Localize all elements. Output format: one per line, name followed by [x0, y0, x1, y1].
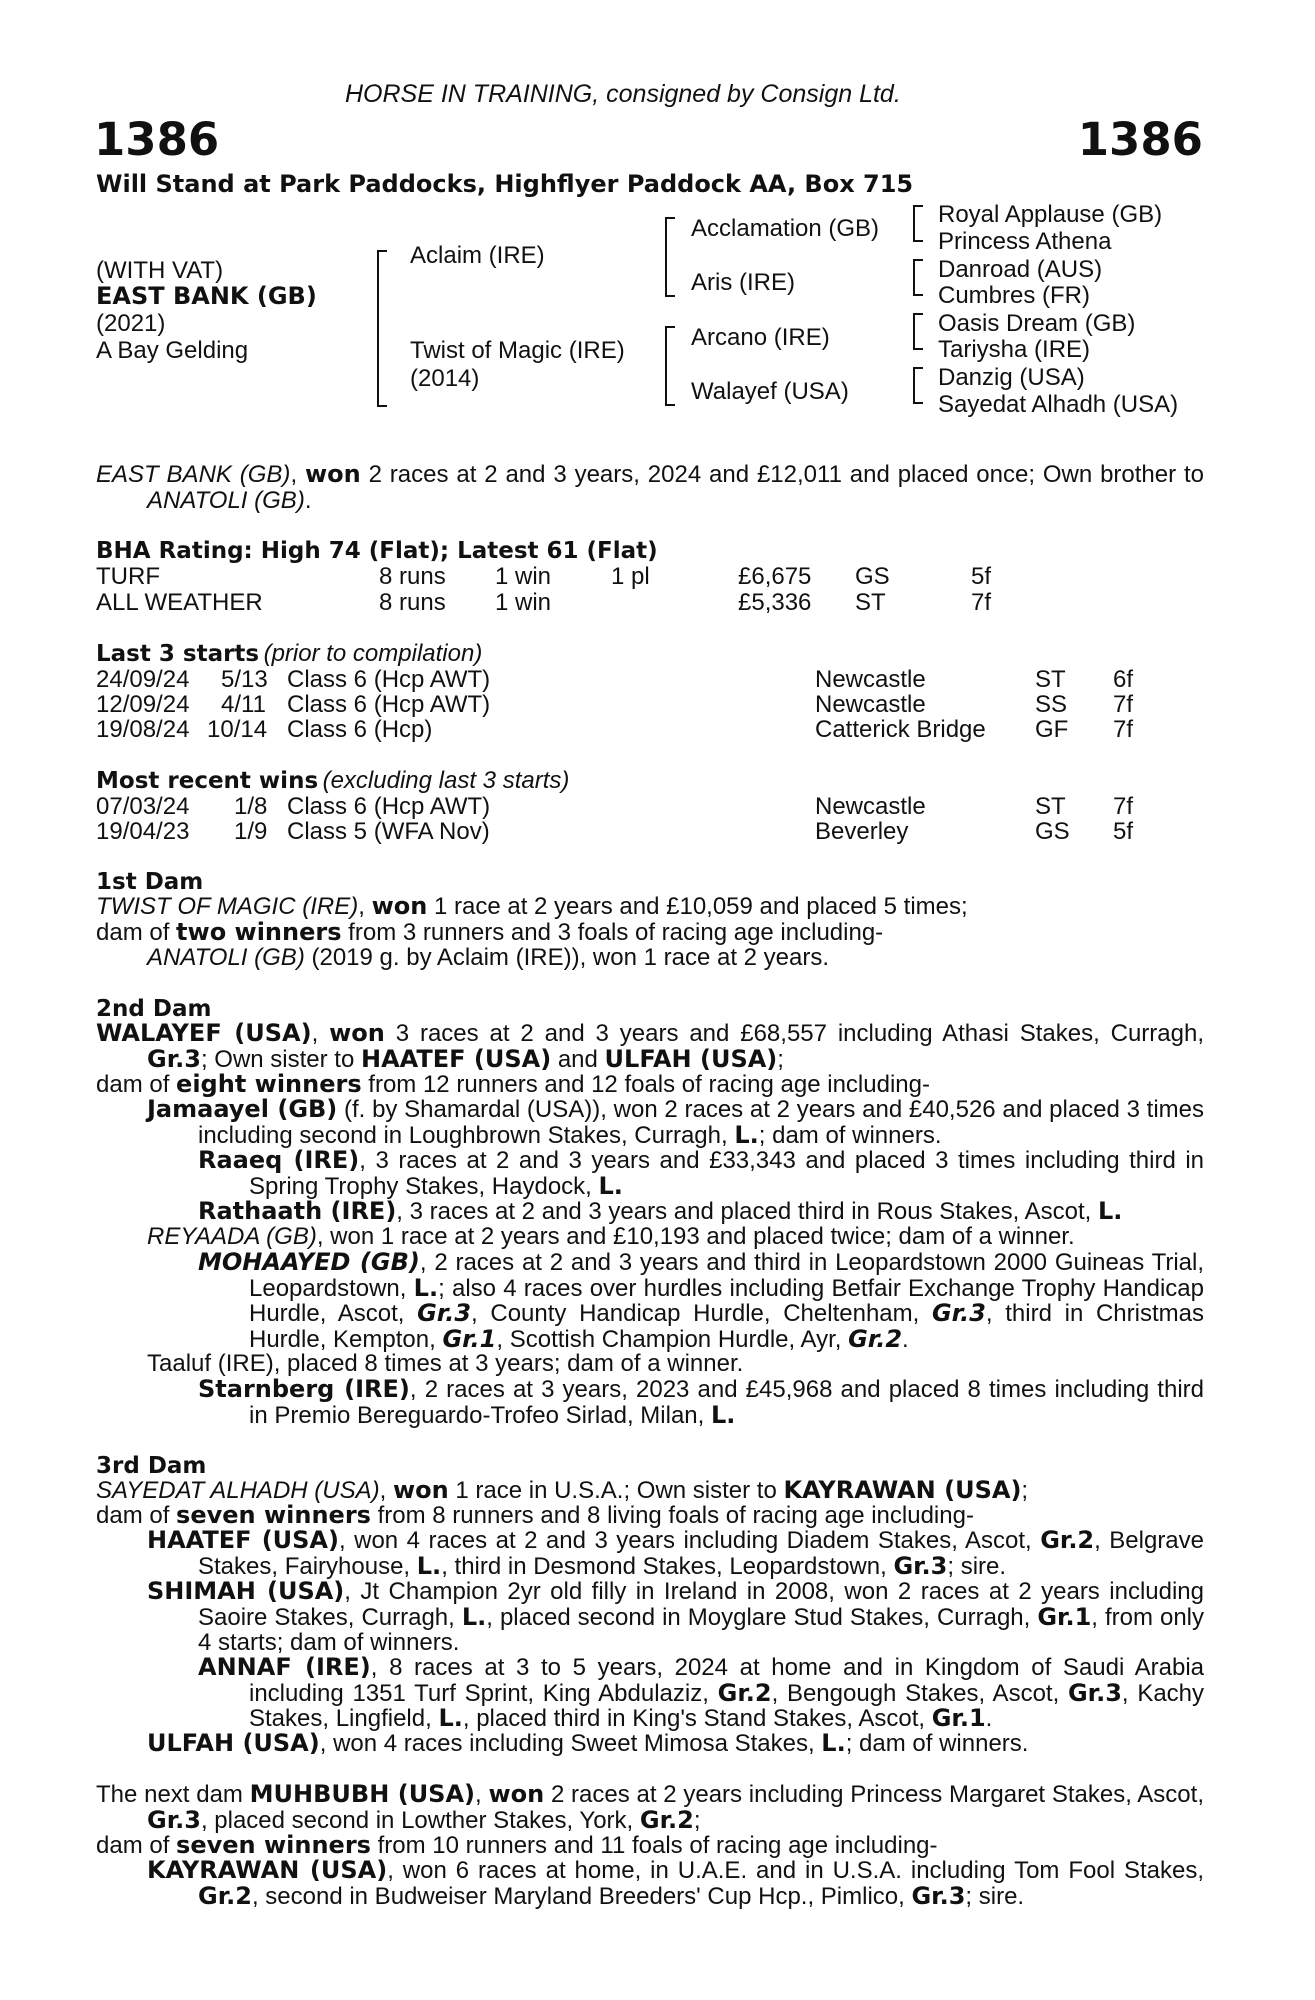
next-dam-name: MUHBUBH (USA)	[249, 1780, 476, 1808]
sibling-name: ULFAH (USA)	[604, 1044, 778, 1073]
text: , from only 4 starts; dam of winners.	[198, 1603, 1205, 1656]
distance: 7f	[971, 589, 992, 616]
horse-name: EAST BANK (GB)	[96, 282, 317, 310]
grade: L.	[1098, 1197, 1123, 1225]
text: , 3 races at 2 and 3 years and placed third in Rous Stakes, Ascot,	[396, 1198, 1099, 1225]
text: Taaluf (IRE), placed 8 times at 3 years; dam of a winner.	[147, 1350, 744, 1377]
consignor-header: HORSE IN TRAINING, consigned by Consign Ltd.	[345, 80, 901, 108]
summary-won: won	[304, 460, 361, 488]
won-label: won	[371, 892, 428, 920]
text: , second in Budweiser Maryland Breeders' Cup Hcp., Pimlico,	[251, 1882, 912, 1910]
distance: 7f	[1113, 716, 1134, 743]
position: 1/9	[234, 818, 268, 845]
progeny-name: MOHAAYED (GB)	[198, 1248, 420, 1276]
wins: 1 win	[495, 589, 552, 616]
text: , won 4 races including Sweet Mimosa Stakes,	[319, 1730, 822, 1757]
grade: Gr.1	[931, 1704, 986, 1732]
horse-description: A Bay Gelding	[96, 337, 249, 364]
progeny-taaluf	[147, 1350, 1204, 1377]
text: , Scottish Champion Hurdle, Ayr,	[496, 1325, 849, 1353]
grade: L.	[438, 1704, 463, 1732]
text: ;	[1021, 1477, 1029, 1504]
going: GF	[1035, 716, 1069, 743]
pedigree-brace-dd	[913, 367, 923, 404]
text: , third in Desmond Stakes, Leopardstown,	[441, 1552, 894, 1580]
progeny-rathaath	[198, 1197, 1204, 1225]
progeny-ulfah	[147, 1729, 1204, 1757]
distance: 7f	[1113, 691, 1134, 718]
progeny-name: Raaeq (IRE)	[198, 1146, 360, 1174]
text: , Jt Champion 2yr old filly in Ireland in 2008, won 2 races at 2 years including Saoire Stakes, Curragh,	[198, 1578, 1204, 1631]
text: dam of	[96, 919, 177, 946]
grade: L.	[821, 1729, 846, 1757]
dam2-record: WALAYEF (USA), won 3 races at 2 and 3 years and £68,557 including Athasi Stakes, Curragh, Gr.3; Own sister to HAATEF (USA) and ULFAH (USA);	[96, 1019, 1204, 1073]
progeny-haatef	[147, 1526, 1205, 1580]
text: and	[551, 1045, 605, 1073]
course: Newcastle	[815, 666, 926, 693]
dam1-name: TWIST OF MAGIC (IRE)	[96, 893, 359, 920]
summary-horse-name: EAST BANK (GB)	[96, 461, 291, 488]
wins: 1 win	[495, 563, 552, 590]
text: .	[985, 1705, 993, 1732]
going: SS	[1035, 691, 1068, 718]
progeny-shimah	[147, 1577, 1205, 1656]
text: (f. by Shamardal (USA)), won 2 races at 2 years and £40,526 and placed 3 times including second in Loughbrown Stakes, Curragh,	[198, 1096, 1205, 1149]
race-class: Class 6 (Hcp AWT)	[287, 793, 491, 820]
sibling-name: HAATEF (USA)	[360, 1044, 552, 1073]
progeny-name: Jamaayel (GB)	[147, 1095, 338, 1123]
position: 1/8	[234, 793, 268, 820]
date: 12/09/24	[96, 691, 190, 718]
text: , placed third in King's Stand Stakes, Ascot,	[462, 1705, 932, 1732]
vat-note: (WITH VAT)	[96, 257, 224, 284]
text: dam of	[96, 1071, 177, 1098]
progeny-reyaada	[147, 1223, 1204, 1250]
progeny-starnberg	[198, 1375, 1204, 1429]
grade: L.	[416, 1551, 442, 1580]
winners-count: eight winners	[176, 1070, 362, 1098]
sds-name: Danroad (AUS)	[938, 256, 1103, 283]
progeny-name: Starnberg (IRE)	[198, 1375, 410, 1403]
progeny-annaf	[198, 1653, 1205, 1732]
stabling-location: Will Stand at Park Paddocks, Highflyer Paddock AA, Box 715	[96, 170, 914, 198]
dam-year: (2014)	[410, 365, 480, 392]
runs: 8 runs	[379, 563, 446, 590]
text: 1 race in U.S.A.; Own sister to	[448, 1477, 784, 1504]
dam1-progeny-anatoli	[147, 945, 1206, 971]
prize: £5,336	[738, 589, 812, 616]
grade: L.	[734, 1120, 759, 1149]
dam1-heading: 1st Dam	[96, 869, 204, 895]
grade: Gr.1	[1037, 1602, 1092, 1631]
position: 10/14	[207, 716, 268, 743]
race-class: Class 6 (Hcp AWT)	[287, 691, 491, 718]
position: 4/11	[221, 691, 266, 718]
dam2-heading: 2nd Dam	[96, 996, 212, 1022]
race-class: Class 6 (Hcp)	[287, 716, 433, 743]
recent-heading-line	[96, 767, 569, 795]
sire-dam: Aris (IRE)	[691, 269, 795, 296]
going: GS	[855, 563, 890, 590]
last3-note: (prior to compilation)	[263, 640, 483, 667]
recent-heading: Most recent wins	[96, 768, 319, 794]
grade: Gr.2	[848, 1324, 903, 1353]
progeny-name: ANATOLI (GB)	[147, 944, 305, 971]
sss-name: Royal Applause (GB)	[938, 201, 1163, 228]
sire-sire: Acclamation (GB)	[691, 215, 880, 242]
grade: Gr.3	[147, 1805, 201, 1834]
text: ; also 4 races over hurdles including Betfair Exchange Trophy Handicap Hurdle, Ascot,	[249, 1274, 1205, 1327]
date: 24/09/24	[96, 666, 190, 693]
won-label: won	[329, 1019, 385, 1047]
pedigree-brace-sd	[913, 259, 923, 296]
progeny-mohaayed	[198, 1248, 1205, 1353]
ddd-name: Sayedat Alhadh (USA)	[938, 391, 1179, 418]
text: 1 race at 2 years and £10,059 and placed 5 times;	[427, 893, 968, 920]
text: from 8 runners and 8 living foals of racing age including-	[370, 1502, 974, 1529]
dss-name: Oasis Dream (GB)	[938, 310, 1136, 337]
text: , third in Christmas Hurdle, Kempton,	[249, 1300, 1204, 1353]
sire-name: Aclaim (IRE)	[410, 242, 545, 269]
text: , 2 races at 3 years, 2023 and £45,968 and placed 8 times including third in Premio Bereguardo-Trofeo Sirlad, Milan,	[249, 1376, 1204, 1429]
summary-brother: ANATOLI (GB)	[147, 486, 305, 514]
pedigree-brace-dam	[665, 326, 675, 406]
text: 2 races at 2 years including Princess Margaret Stakes, Ascot,	[544, 1781, 1204, 1808]
progeny-name: SHIMAH (USA)	[147, 1577, 345, 1605]
winners-count: two winners	[176, 918, 342, 946]
runs: 8 runs	[379, 589, 446, 616]
dam-name: Twist of Magic (IRE)	[410, 337, 625, 364]
date: 07/03/24	[96, 793, 190, 820]
grade: Gr.3	[417, 1299, 472, 1327]
text: , won 6 races at home, in U.A.E. and in U.S.A. including Tom Fool Stakes,	[387, 1857, 1204, 1884]
dam1-record: TWIST OF MAGIC (IRE), won 1 race at 2 years and £10,059 and placed 5 times;	[96, 892, 968, 920]
prize: £6,675	[738, 563, 812, 590]
lot-number-right: 1386	[1077, 113, 1203, 166]
position: 5/13	[221, 666, 268, 693]
foaling-year: (2021)	[96, 310, 166, 337]
text: from 12 runners and 12 foals of racing age including-	[361, 1071, 930, 1098]
distance: 5f	[971, 563, 992, 590]
grade: Gr.2	[198, 1881, 252, 1910]
progeny-name: REYAADA (GB)	[147, 1223, 317, 1250]
dam-sire: Arcano (IRE)	[691, 324, 830, 351]
date: 19/08/24	[96, 716, 190, 743]
progeny-name: KAYRAWAN (USA)	[147, 1856, 388, 1884]
bha-rating-heading: BHA Rating: High 74 (Flat); Latest 61 (Flat)	[96, 538, 658, 564]
text: , 8 races at 3 to 5 years, 2024 at home and in Kingdom of Saudi Arabia including 1351 Turf Sprint, King Abdulaziz,	[249, 1654, 1205, 1707]
race-class: Class 5 (WFA Nov)	[287, 818, 490, 845]
course: Newcastle	[815, 793, 926, 820]
grade: Gr.1	[442, 1324, 497, 1353]
grade: Gr.2	[717, 1678, 772, 1707]
text: ; sire.	[965, 1882, 1025, 1910]
sdd-name: Cumbres (FR)	[938, 282, 1091, 309]
text: , 3 races at 2 and 3 years and £33,343 and placed 3 times including third in Spring Trophy Stakes, Haydock,	[249, 1147, 1204, 1200]
text: from 10 runners and 11 foals of racing age including-	[370, 1832, 938, 1859]
summary-end: .	[304, 486, 312, 514]
pedigree-brace-sire	[665, 217, 675, 297]
text: , County Handicap Hurdle, Cheltenham,	[471, 1300, 932, 1327]
next-dam-record: The next dam MUHBUBH (USA), won 2 races at 2 years including Princess Margaret Stakes, Ascot, Gr.3, placed second in Lowther Stakes, York, Gr.2;	[96, 1780, 1204, 1834]
progeny-kayrawan	[147, 1856, 1204, 1910]
won-label: won	[392, 1476, 449, 1504]
text: , Belgrave Stakes, Fairyhouse,	[198, 1527, 1205, 1580]
dam2-name: WALAYEF (USA)	[96, 1019, 312, 1047]
surface: ALL WEATHER	[96, 589, 263, 616]
course: Catterick Bridge	[815, 716, 986, 743]
dam3-heading: 3rd Dam	[96, 1453, 207, 1479]
grade: L.	[598, 1171, 623, 1200]
text: , placed second in Lowther Stakes, York,	[200, 1806, 640, 1834]
grade: Gr.3	[893, 1551, 948, 1580]
dam3-record: SAYEDAT ALHADH (USA), won 1 race in U.S.A.; Own sister to KAYRAWAN (USA);	[96, 1476, 1029, 1504]
distance: 5f	[1113, 818, 1134, 845]
winners-count: seven winners	[176, 1831, 371, 1859]
grade: L.	[710, 1400, 736, 1429]
last3-heading: Last 3 starts	[96, 641, 260, 667]
progeny-raaeq	[198, 1146, 1204, 1200]
summary-text: 2 races at 2 and 3 years, 2024 and £12,011 and placed once; Own brother to	[360, 461, 1205, 488]
dam3-produce	[96, 1503, 1206, 1529]
going: GS	[1035, 818, 1070, 845]
text: The next dam	[96, 1781, 250, 1808]
text: , placed second in Moyglare Stud Stakes, Curragh,	[486, 1603, 1038, 1631]
going: ST	[1035, 666, 1066, 693]
surface: TURF	[96, 563, 160, 590]
last3-heading-line	[96, 640, 482, 668]
text: ; dam of winners.	[845, 1730, 1029, 1757]
next-dam-produce	[96, 1833, 1206, 1859]
dam-dam: Walayef (USA)	[691, 378, 849, 405]
text: , 2 races at 2 and 3 years and third in Leopardstown 2000 Guineas Trial, Leopardstown,	[249, 1249, 1205, 1302]
text: .	[902, 1325, 909, 1353]
lot-number-left: 1386	[94, 113, 220, 166]
course: Newcastle	[815, 691, 926, 718]
dsd-name: Tariysha (IRE)	[938, 336, 1091, 363]
dds-name: Danzig (USA)	[938, 364, 1085, 391]
grade: Gr.3	[147, 1044, 201, 1073]
dam3-name: SAYEDAT ALHADH (USA)	[96, 1477, 380, 1504]
text: dam of	[96, 1502, 177, 1529]
grade: Gr.3	[1067, 1678, 1122, 1707]
sibling-name: KAYRAWAN (USA)	[783, 1476, 1022, 1504]
text: ; dam of winners.	[758, 1121, 942, 1149]
grade: Gr.3	[931, 1299, 986, 1327]
going: ST	[1035, 793, 1066, 820]
race-summary: EAST BANK (GB), won 2 races at 2 and 3 years, 2024 and £12,011 and placed once; Own brother to ANATOLI (GB).	[96, 460, 1205, 514]
dam1-produce	[96, 920, 1206, 946]
grade: Gr.2	[639, 1805, 694, 1834]
course: Beverley	[815, 818, 909, 845]
dam2-produce	[96, 1072, 1206, 1098]
text: ;	[777, 1045, 784, 1073]
text: from 3 runners and 3 foals of racing age including-	[341, 919, 884, 946]
text: ;	[693, 1806, 701, 1834]
going: ST	[855, 589, 886, 616]
text: ; Own sister to	[200, 1045, 361, 1073]
distance: 6f	[1113, 666, 1134, 693]
pedigree-brace-ds	[913, 313, 923, 350]
race-class: Class 6 (Hcp AWT)	[287, 666, 491, 693]
text: ; sire.	[947, 1552, 1007, 1580]
text: , won 1 race at 2 years and £10,193 and placed twice; dam of a winner.	[316, 1223, 1075, 1250]
grade: L.	[413, 1273, 439, 1302]
distance: 7f	[1113, 793, 1134, 820]
text: (2019 g. by Aclaim (IRE)), won 1 race at 2 years.	[304, 944, 830, 971]
progeny-name: ANNAF (IRE)	[198, 1653, 371, 1681]
recent-note: (excluding last 3 starts)	[322, 767, 570, 794]
progeny-name: HAATEF (USA)	[147, 1526, 339, 1554]
grade: Gr.3	[911, 1881, 966, 1910]
ssd-name: Princess Athena	[938, 228, 1112, 255]
text: 3 races at 2 and 3 years and £68,557 including Athasi Stakes, Curragh,	[384, 1020, 1204, 1047]
progeny-name: ULFAH (USA)	[147, 1729, 320, 1757]
text: , Kachy Stakes, Lingfield,	[249, 1679, 1205, 1732]
text: , Bengough Stakes, Ascot,	[771, 1679, 1068, 1707]
pedigree-brace-main	[377, 250, 387, 407]
pedigree-brace-ss	[913, 205, 923, 242]
text: dam of	[96, 1832, 177, 1859]
date: 19/04/23	[96, 818, 190, 845]
grade: Gr.2	[1040, 1526, 1095, 1554]
progeny-jamaayel	[147, 1095, 1205, 1149]
winners-count: seven winners	[176, 1501, 371, 1529]
placings: 1 pl	[611, 563, 650, 590]
progeny-name: Rathaath (IRE)	[198, 1197, 397, 1225]
text: , won 4 races at 2 and 3 years including Diadem Stakes, Ascot,	[338, 1527, 1041, 1554]
grade: L.	[461, 1602, 487, 1631]
won-label: won	[488, 1780, 545, 1808]
